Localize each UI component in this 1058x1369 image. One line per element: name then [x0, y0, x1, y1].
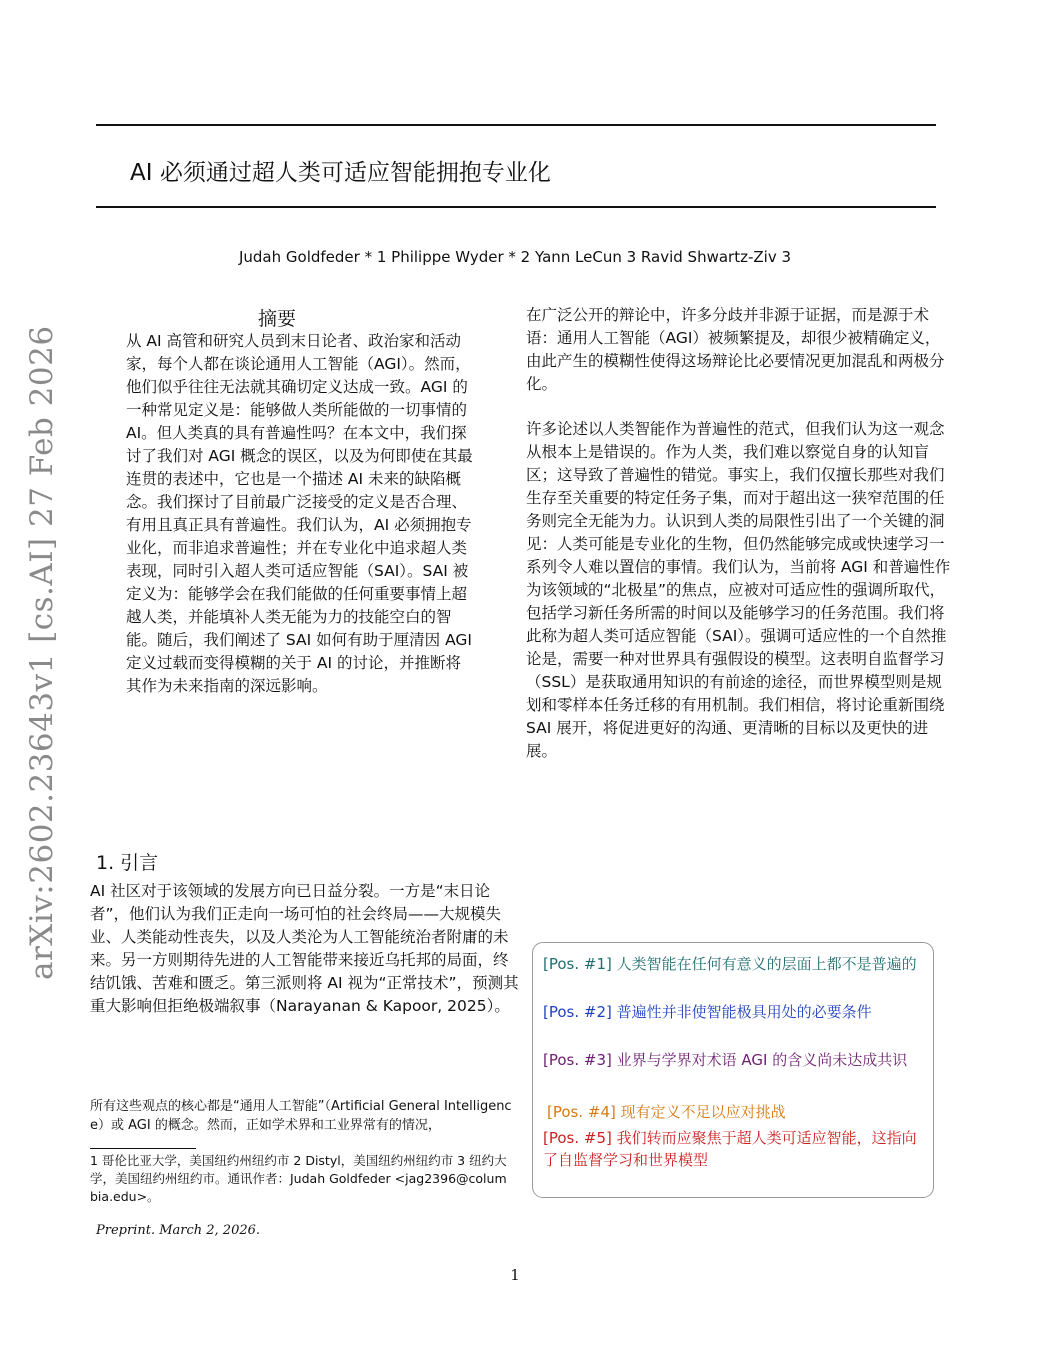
positions-summary-box — [532, 942, 934, 1198]
author-list: Judah Goldfeder * 1 Philippe Wyder * 2 Yann LeCun 3 Ravid Shwartz-Ziv 3 — [238, 248, 792, 266]
introduction-heading: 1. 引言 — [96, 852, 159, 874]
position-item-5: [Pos. #5] 我们转而应聚焦于超人类可适应智能，这指向了自监督学习和世界模型 — [543, 1129, 917, 1169]
introduction-body: AI 社区对于该领域的发展方向已日益分裂。一方是“末日论者”，他们认为我们正走向一场可怕的社会终局——大规模失业、人类能动性丧失，以及人类沦为人工智能统治者附庸的未来。另一方则期待先进的人工智能带来接近乌托邦的局面，终结饥饿、苦难和匮乏。第三派则将 AI 视为“正常技术”，预测其重大影响但拒绝极端叙事（Narayanan & Kapoor, 2025）。 — [90, 882, 519, 1015]
right-column-paragraph-2: 许多论述以人类智能作为普遍性的范式，但我们认为这一观念从根本上是错误的。作为人类，我们难以察觉自身的认知盲区；这导致了普遍性的错觉。事实上，我们仅擅长那些对我们生存至关重要的特定任务子集，而对于超出这一狭窄范围的任务则完全无能为力。认识到人类的局限性引出了一个关键的洞见：人类可能是专业化的生物，但仍然能够完成或快速学习一系列令人难以置信的事情。我们认为，当前将 AGI 和普遍性作为该领域的“北极星”的焦点，应被对可适应性的强调所取代，包括学习新任务所需的时间以及能够学习的任务范围。我们将此称为超人类可适应智能（SAI）。强调可适应性的一个自然推论是，需要一种对世界具有强假设的模型。这表明自监督学习（SSL）是获取通用知识的有前途的途径，而世界模型则是规划和零样本任务迁移的有用机制。我们相信，将讨论重新围绕 SAI 展开，将促进更好的沟通、更清晰的目标以及更快的进展。 — [526, 420, 951, 760]
affiliation-footnote: 1 哥伦比亚大学，美国纽约州纽约市 2 Distyl，美国纽约州纽约市 3 纽约大学，美国纽约州纽约市。通讯作者：Judah Goldfeder <jag2396@columbia.edu>。 — [90, 1153, 507, 1204]
paper-title: AI 必须通过超人类可适应智能拥抱专业化 — [130, 160, 551, 186]
abstract-heading: 摘要 — [258, 308, 297, 330]
position-item-2: [Pos. #2] 普遍性并非使智能极具用处的必要条件 — [543, 1003, 872, 1021]
position-item-4: [Pos. #4] 现有定义不足以应对挑战 — [547, 1103, 786, 1121]
footnote-divider — [90, 1148, 196, 1149]
position-item-3: [Pos. #3] 业界与学界对术语 AGI 的含义尚未达成共识 — [543, 1051, 908, 1069]
page-number: 1 — [510, 1266, 520, 1284]
title-top-rule — [96, 124, 936, 126]
title-bottom-rule — [96, 206, 936, 208]
position-item-1: [Pos. #1] 人类智能在任何有意义的层面上都不是普遍的 — [543, 955, 917, 973]
preprint-note: Preprint. March 2, 2026. — [96, 1223, 261, 1238]
introduction-continuation: 所有这些观点的核心都是“通用人工智能”（Artificial General Intelligence）或 AGI 的概念。然而，正如学术界和工业界常有的情况， — [90, 1099, 512, 1133]
abstract-body: 从 AI 高管和研究人员到末日论者、政治家和活动家，每个人都在谈论通用人工智能（AGI）。然而，他们似乎往往无法就其确切定义达成一致。AGI 的一种常见定义是：能够做人类所能做的一切事情的 AI。但人类真的具有普遍性吗？在本文中，我们探讨了我们对 AGI 概念的误区，以及为何即使在其最连贯的表述中，它也是一个描述 AI 未来的缺陷概念。我们探讨了目前最广泛接受的定义是否合理、有用且真正具有普遍性。我们认为，AI 必须拥抱专业化，而非追求普遍性；并在专业化中追求超人类表现，同时引入超人类可适应智能（SAI）。SAI 被定义为：能够学会在我们能做的任何重要事情上超越人类，并能填补人类无能为力的技能空白的智能。随后，我们阐述了 SAI 如何有助于厘清因 AGI 定义过载而变得模糊的关于 AI 的讨论，并推断将其作为未来指南的深远影响。 — [126, 332, 473, 695]
arxiv-identifier: arXiv:2602.23643v1 [cs.AI] 27 Feb 2026 — [24, 325, 60, 980]
right-column-paragraph-1: 在广泛公开的辩论中，许多分歧并非源于证据，而是源于术语：通用人工智能（AGI）被频繁提及，却很少被精确定义，由此产生的模糊性使得这场辩论比必要情况更加混乱和两极分化。 — [526, 306, 945, 393]
